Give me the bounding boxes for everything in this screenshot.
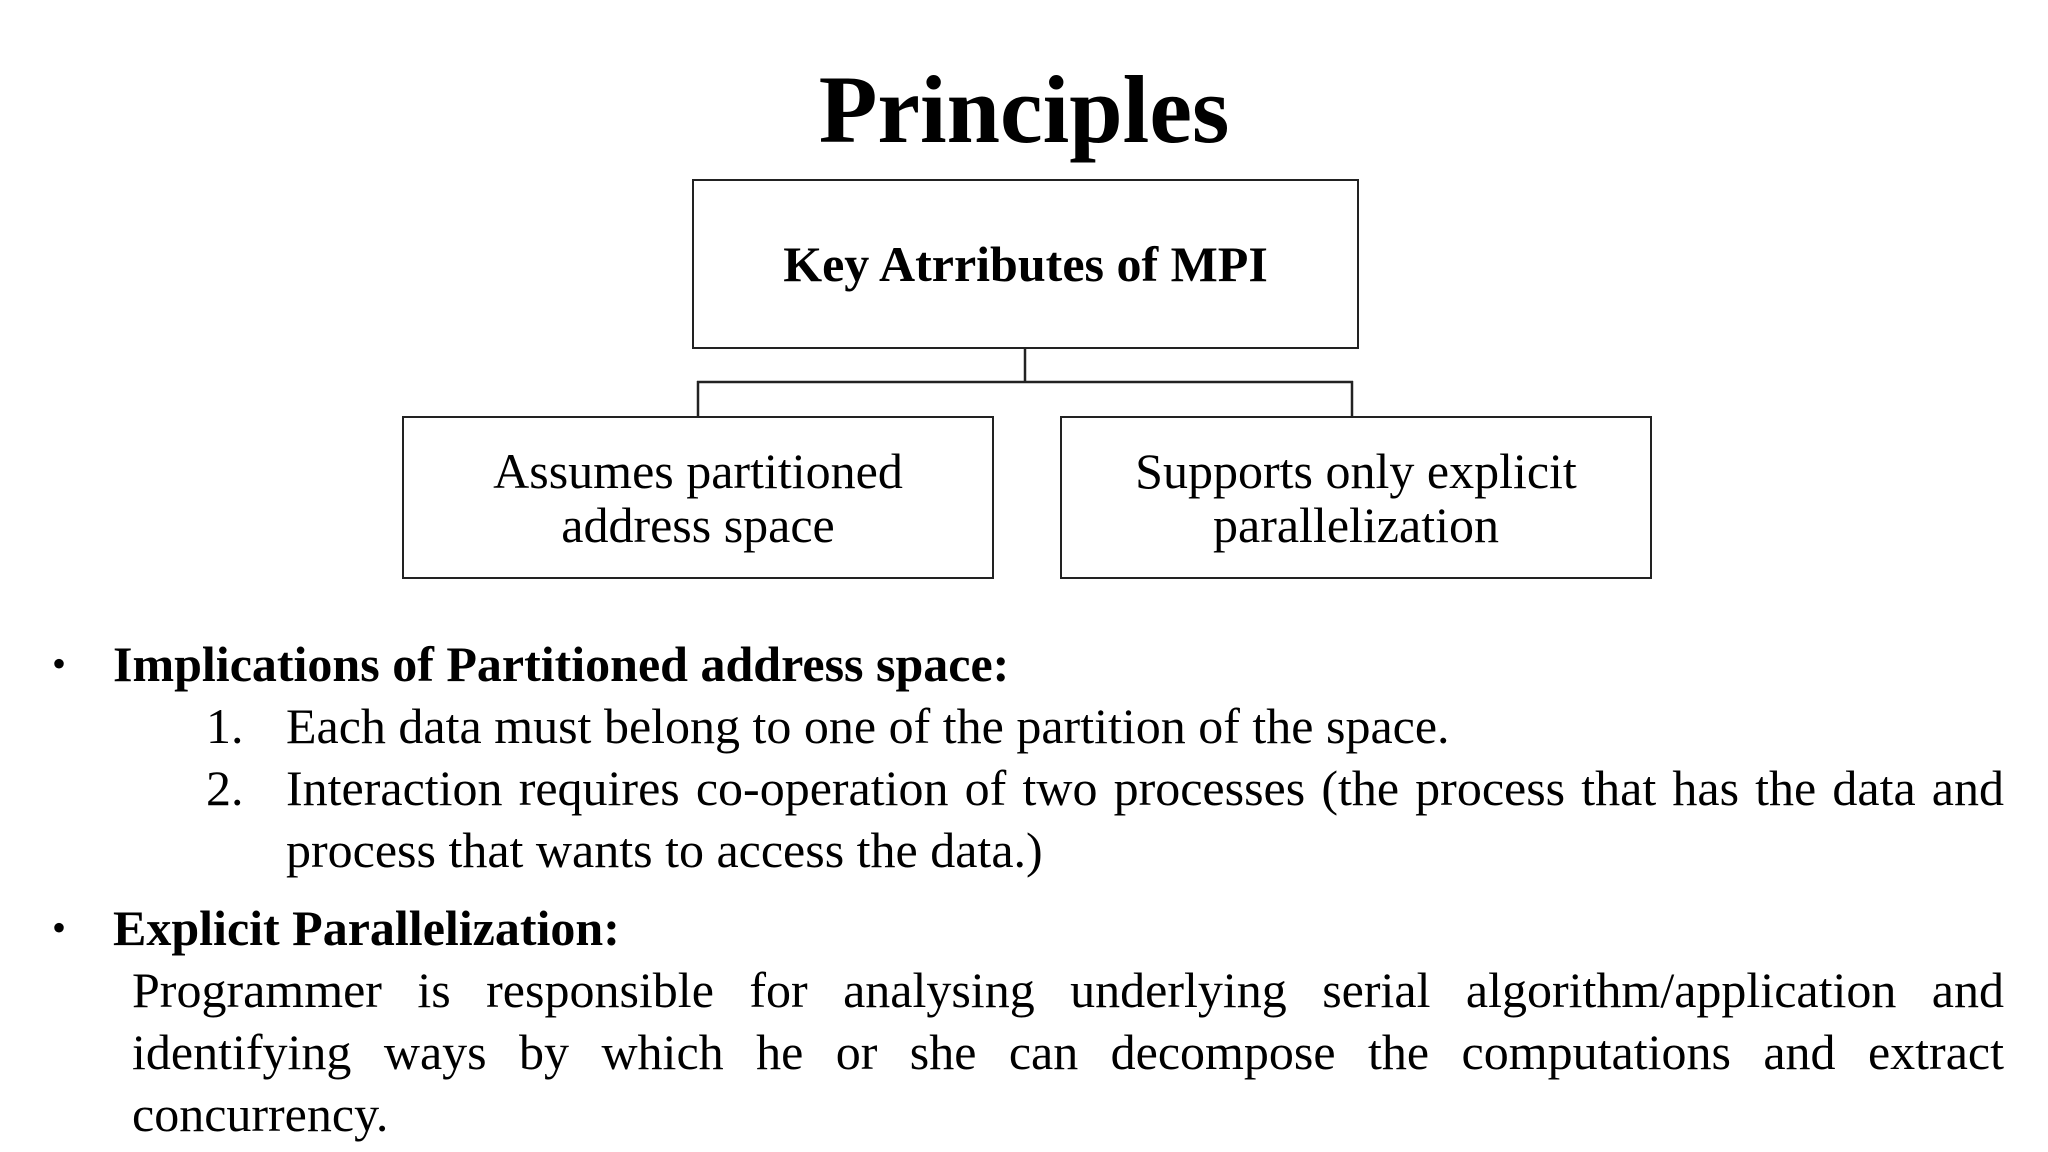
slide-title: Principles (818, 56, 1230, 163)
bullet-marker: • (52, 641, 67, 686)
section-paragraph-explicit: Programmer is responsible for analysing underlying serial algorithm/application and identifying ways by which he or she can decompose the computations and extract concurrency. (132, 962, 2004, 1142)
list-item-text: Interaction requires co-operation of two processes (the process that has the data and process that wants to access the data.) (286, 760, 2004, 878)
section-heading-explicit: Explicit Parallelization: (113, 900, 620, 956)
diagram-child-label-partitioned: Assumes partitioned address space (493, 442, 903, 553)
list-item-number: 1. (206, 698, 244, 754)
bullet-marker: • (52, 905, 67, 950)
section-heading-partitioned: Implications of Partitioned address space: (113, 636, 1010, 692)
list-item-text: Each data must belong to one of the partition of the space. (286, 698, 1450, 754)
diagram-child-box-partitioned (402, 416, 994, 579)
diagram-child-box-explicit (1060, 416, 1652, 579)
diagram-root-box (692, 179, 1359, 349)
diagram-child-label-explicit: Supports only explicit parallelization (1135, 442, 1577, 553)
list-item-number: 2. (206, 760, 244, 816)
diagram-root-label: Key Atrributes of MPI (783, 236, 1268, 292)
